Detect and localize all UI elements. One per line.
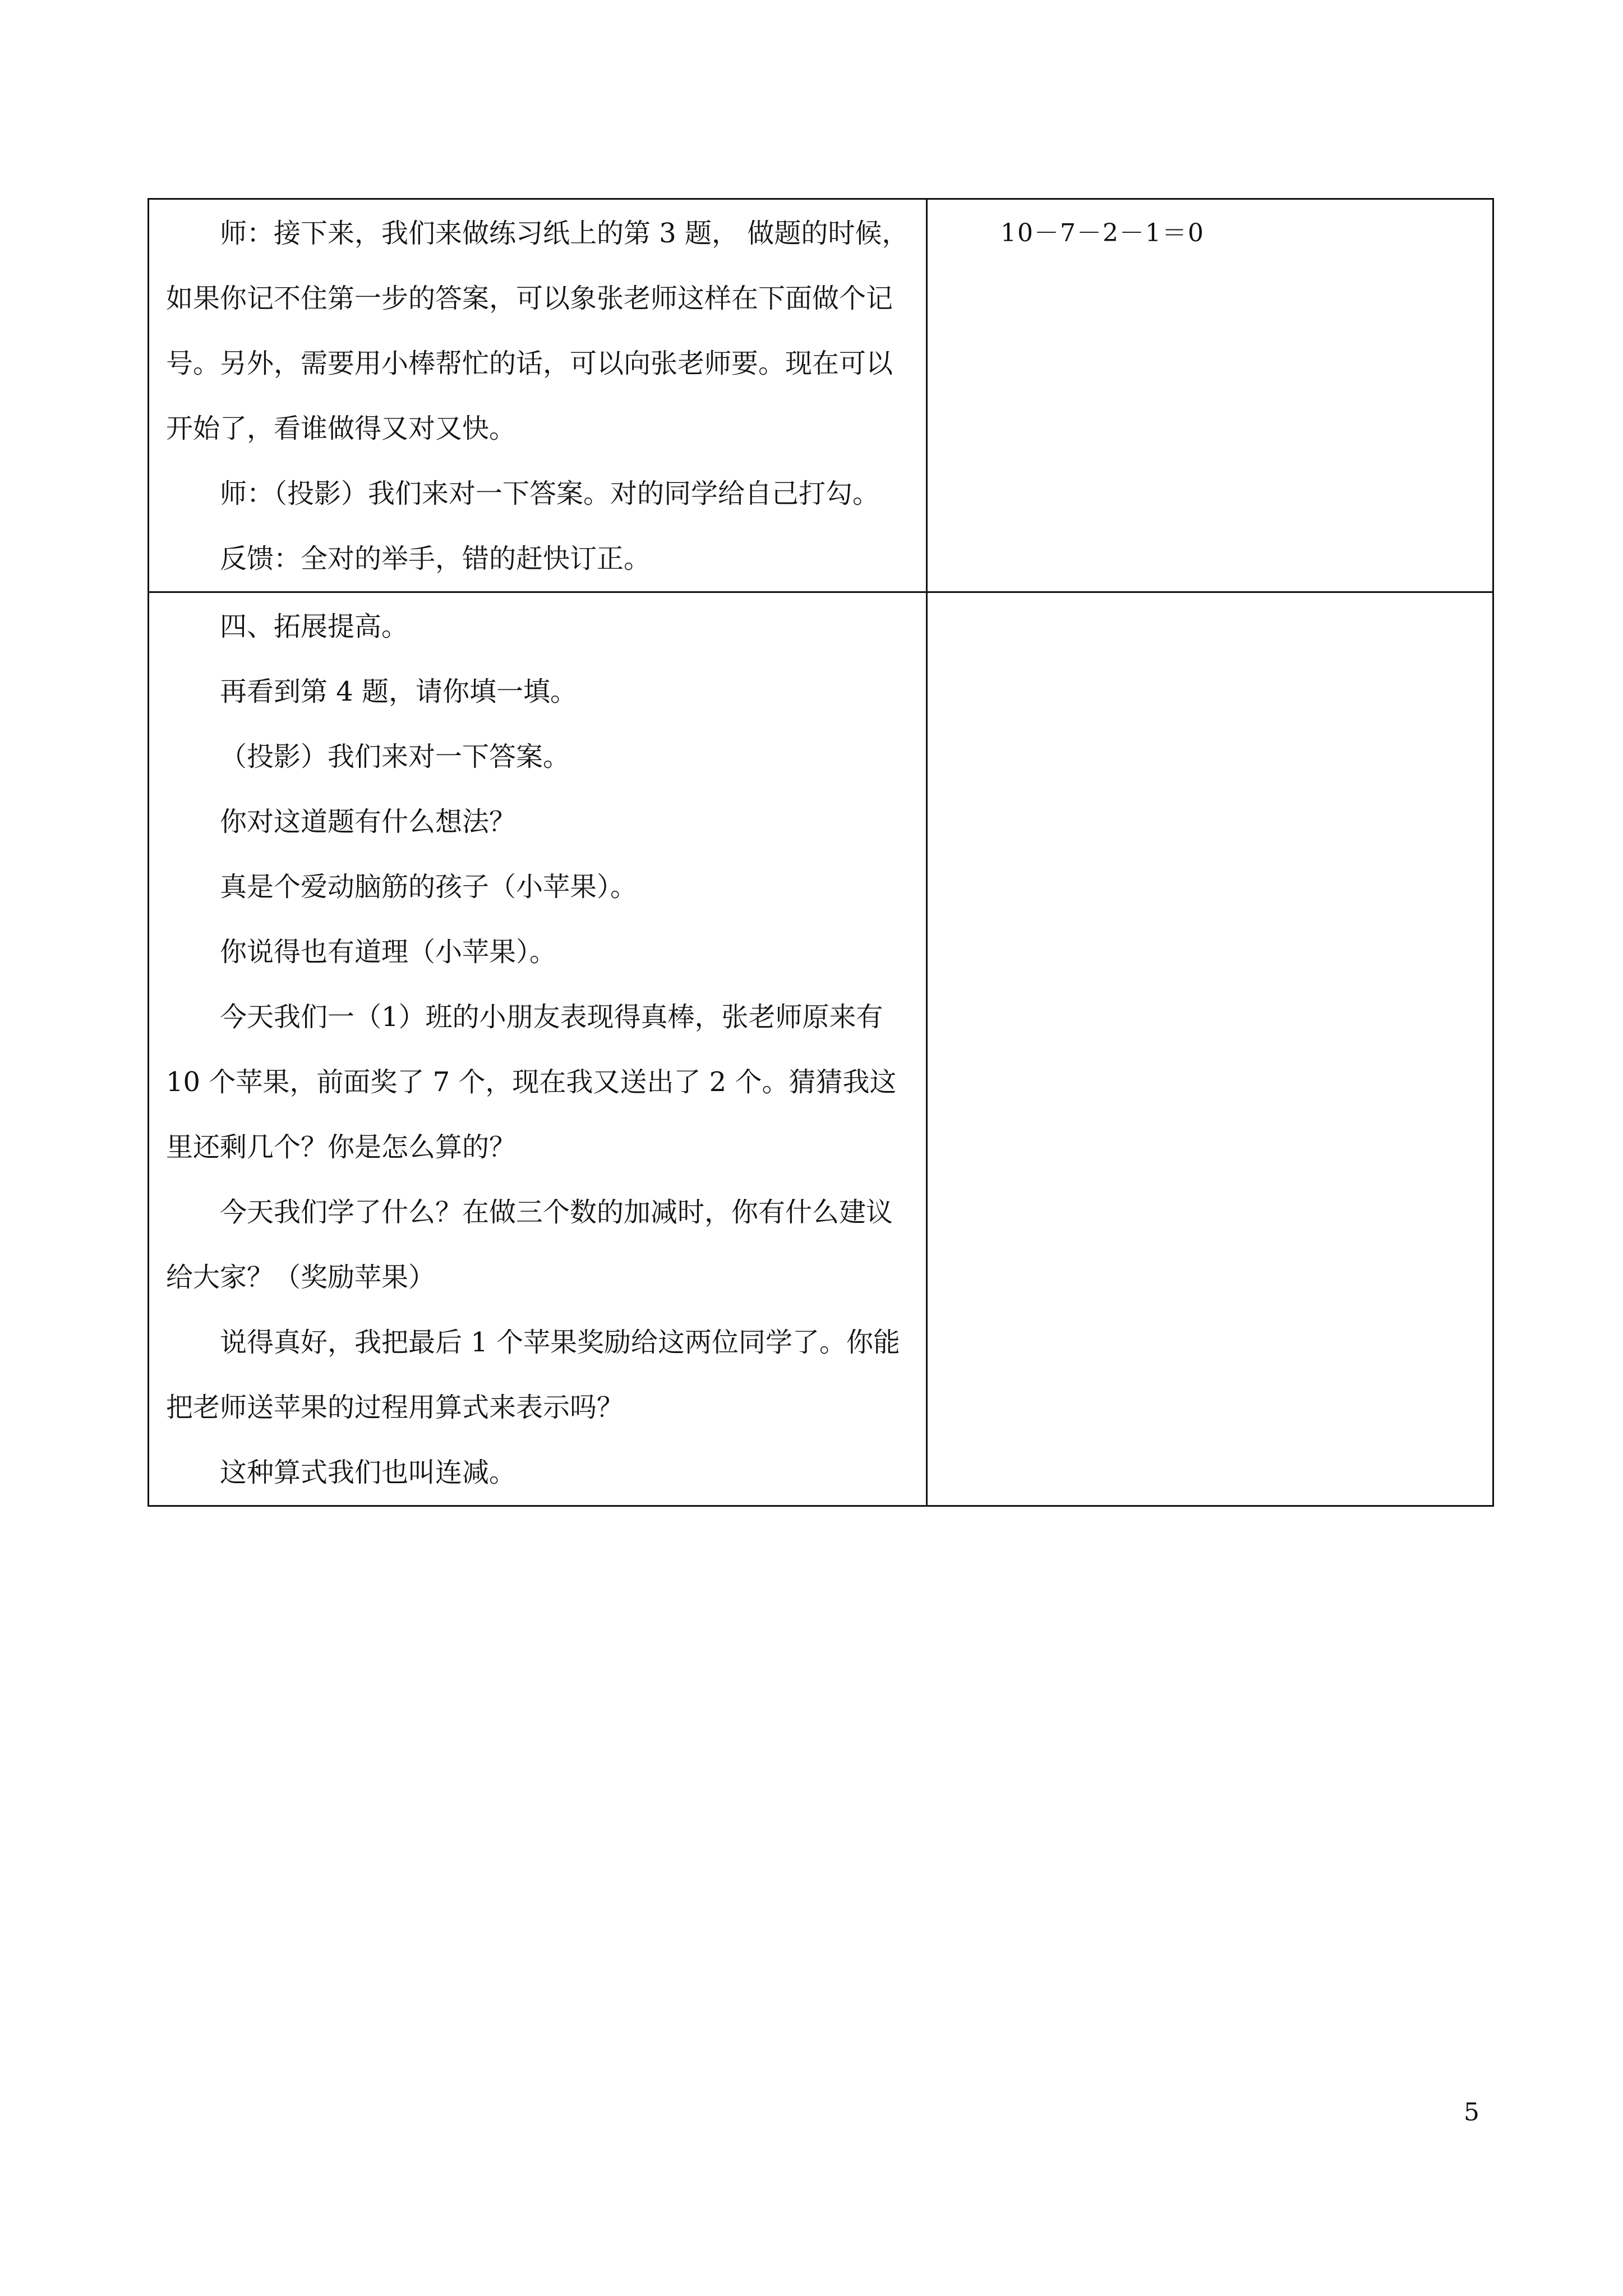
paragraph: 师：接下来，我们来做练习纸上的第 3 题， 做题的时候，如果你记不住第一步的答案，可以象张老师这样在下面做个记号。另外，需要用小棒帮忙的话，可以向张老师要。现在可以开始了，看谁做得又对又快。 [166, 218, 909, 444]
paragraph: 今天我们学了什么？在做三个数的加减时，你有什么建议给大家？（奖励苹果） [166, 1197, 893, 1293]
notes-cell [927, 199, 1493, 592]
paragraph: 再看到第 4 题，请你填一填。 [220, 676, 578, 707]
paragraph: 反馈：全对的举手，错的赶快订正。 [220, 543, 651, 574]
equation-text: 10－7－2－1＝0 [1000, 219, 1205, 247]
table-row [149, 592, 1493, 1506]
paragraph: 今天我们一（1）班的小朋友表现得真棒，张老师原来有 10 个苹果，前面奖了 7 个，现在我又送出了 2 个。猜猜我这里还剩几个？你是怎么算的？ [166, 1001, 897, 1163]
notes-cell [927, 592, 1493, 1506]
lesson-plan-table [147, 198, 1494, 1507]
paragraph: 你说得也有道理（小苹果）。 [220, 936, 557, 968]
paragraph: 师：（投影）我们来对一下答案。对的同学给自己打勾。 [220, 478, 880, 509]
teaching-process-cell [149, 592, 927, 1506]
paragraph: 这种算式我们也叫连减。 [220, 1457, 517, 1488]
section-heading: 四、拓展提高。 [220, 611, 409, 642]
page-number: 5 [1464, 2098, 1479, 2127]
paragraph: （投影）我们来对一下答案。 [220, 741, 570, 772]
table-row [149, 199, 1493, 592]
paragraph: 你对这道题有什么想法？ [220, 806, 517, 838]
paragraph: 说得真好，我把最后 1 个苹果奖励给这两位同学了。你能把老师送苹果的过程用算式来表示吗？ [166, 1327, 901, 1423]
teaching-process-cell [149, 199, 927, 592]
paragraph: 真是个爱动脑筋的孩子（小苹果）。 [220, 871, 638, 903]
